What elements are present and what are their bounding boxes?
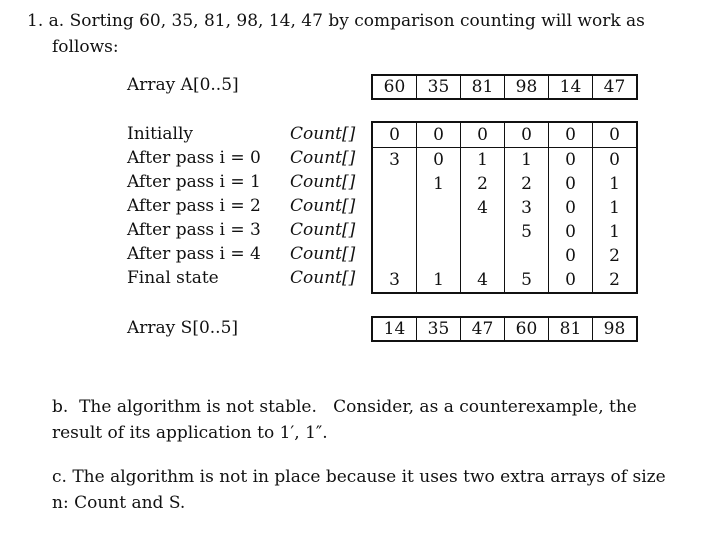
- array-a-cell: 98: [505, 75, 549, 99]
- row-label: Initially: [127, 124, 193, 144]
- part-b-line1: b. The algorithm is not stable. Consider, as a counterexample, the: [52, 397, 637, 417]
- count-row: [372, 244, 637, 268]
- count-cell: 4: [461, 196, 505, 220]
- count-cell: 0: [593, 148, 638, 173]
- count-row: [372, 268, 637, 293]
- count-cell: 1: [593, 172, 638, 196]
- count-cell: 5: [505, 268, 549, 293]
- row-label: After pass i = 4: [127, 244, 261, 264]
- count-cell: 2: [593, 268, 638, 293]
- count-cell: 0: [417, 122, 461, 148]
- count-label: Count[]: [290, 244, 356, 264]
- array-a-table: [371, 74, 638, 100]
- array-s-cell: 98: [593, 317, 638, 341]
- count-row: [372, 196, 637, 220]
- count-cell: 0: [505, 122, 549, 148]
- count-row: [372, 172, 637, 196]
- count-cell: 1: [505, 148, 549, 173]
- count-cell: 3: [505, 196, 549, 220]
- count-label: Count[]: [290, 220, 356, 240]
- array-s-row: [372, 317, 637, 341]
- part-c-text: [52, 464, 699, 516]
- part-a-label: a.: [48, 11, 65, 31]
- count-cell: 0: [461, 122, 505, 148]
- part-c-line2: n: Count and S.: [52, 493, 186, 513]
- count-label: Count[]: [290, 172, 356, 192]
- count-cell: [505, 244, 549, 268]
- count-cell: 1: [417, 172, 461, 196]
- count-cell: 2: [593, 244, 638, 268]
- count-cell: [417, 220, 461, 244]
- count-cell: 2: [461, 172, 505, 196]
- count-cell: 2: [505, 172, 549, 196]
- array-s-table: [371, 316, 638, 342]
- count-cell: [461, 220, 505, 244]
- count-cell: 0: [549, 122, 593, 148]
- count-cell: [372, 244, 417, 268]
- part-a-text: [27, 8, 699, 60]
- count-table: [371, 121, 638, 294]
- part-b-line2: result of its application to 1′, 1″.: [52, 423, 328, 443]
- count-cell: 0: [549, 244, 593, 268]
- array-s-cell: 81: [549, 317, 593, 341]
- array-a-row: [372, 75, 637, 99]
- count-cell: 0: [549, 220, 593, 244]
- row-label: Final state: [127, 268, 219, 288]
- count-cell: 0: [593, 122, 638, 148]
- count-label: Count[]: [290, 196, 356, 216]
- array-a-cell: 47: [593, 75, 638, 99]
- array-s-label: Array S[0..5]: [127, 318, 239, 338]
- count-cell: [461, 244, 505, 268]
- count-cell: [372, 220, 417, 244]
- part-b-text: [52, 394, 699, 446]
- count-cell: 0: [417, 148, 461, 173]
- count-cell: [372, 172, 417, 196]
- count-label: Count[]: [290, 124, 356, 144]
- count-labels: [290, 122, 355, 290]
- count-cell: 0: [549, 268, 593, 293]
- count-label: Count[]: [290, 148, 356, 168]
- count-cell: 1: [593, 196, 638, 220]
- count-cell: 5: [505, 220, 549, 244]
- count-cell: 1: [593, 220, 638, 244]
- count-cell: [372, 196, 417, 220]
- count-cell: 0: [372, 122, 417, 148]
- part-a-line2: follows:: [52, 37, 119, 57]
- array-a-label: Array A[0..5]: [127, 75, 239, 95]
- row-labels: [127, 122, 261, 290]
- count-cell: 0: [549, 172, 593, 196]
- part-a-line1: Sorting 60, 35, 81, 98, 14, 47 by comparison counting will work as: [69, 11, 645, 31]
- array-s-cell: 35: [417, 317, 461, 341]
- count-cell: [417, 196, 461, 220]
- count-cell: 0: [549, 148, 593, 173]
- row-label: After pass i = 2: [127, 196, 261, 216]
- count-row: [372, 220, 637, 244]
- count-cell: 3: [372, 148, 417, 173]
- array-s-cell: 47: [461, 317, 505, 341]
- array-s-cell: 14: [372, 317, 417, 341]
- count-cell: 3: [372, 268, 417, 293]
- part-c-line1: c. The algorithm is not in place because it uses two extra arrays of size: [52, 467, 666, 487]
- count-cell: 0: [549, 196, 593, 220]
- array-a-cell: 35: [417, 75, 461, 99]
- row-label: After pass i = 0: [127, 148, 261, 168]
- count-cell: [417, 244, 461, 268]
- array-a-cell: 81: [461, 75, 505, 99]
- count-cell: 1: [417, 268, 461, 293]
- question-number: 1.: [27, 11, 44, 31]
- array-a-cell: 14: [549, 75, 593, 99]
- row-label: After pass i = 3: [127, 220, 261, 240]
- count-row: [372, 122, 637, 148]
- array-a-cell: 60: [372, 75, 417, 99]
- count-cell: 1: [461, 148, 505, 173]
- row-label: After pass i = 1: [127, 172, 261, 192]
- count-cell: 4: [461, 268, 505, 293]
- array-s-cell: 60: [505, 317, 549, 341]
- count-label: Count[]: [290, 268, 356, 288]
- count-row: [372, 148, 637, 173]
